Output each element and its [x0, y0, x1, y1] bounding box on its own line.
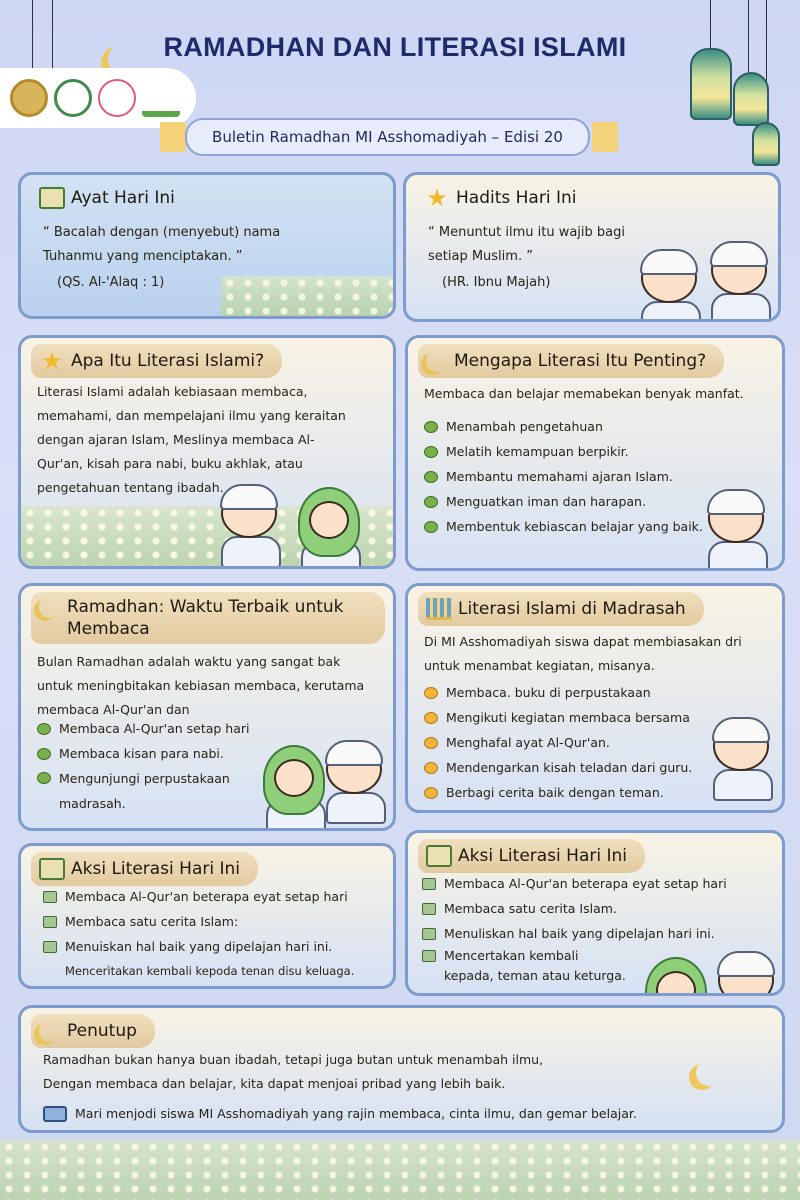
- list-item-text: Melatih kemampuan berpikir.: [446, 444, 629, 459]
- card-header: [31, 852, 258, 886]
- list-item: [422, 871, 774, 896]
- list-item-text: Mencertakan kembali kepada, teman atau keturga.: [444, 948, 626, 983]
- list-item-text: Membaca satu cerita Islam:: [65, 914, 239, 929]
- checkbox-icon: [422, 950, 436, 962]
- card-literasi-madrasah: [405, 583, 785, 813]
- list-item: [424, 680, 768, 705]
- logo-ministry: [54, 79, 92, 117]
- checkbox-icon: [422, 928, 436, 940]
- list-item-text: Mengikuti kegiatan membaca bersama: [446, 710, 690, 725]
- star-icon: ★: [41, 347, 63, 375]
- list-item-text: Mendengarkan kisah teladan dari guru.: [446, 760, 693, 775]
- flowers-decoration: [221, 276, 393, 316]
- card-title: Apa Itu Literasi Islami?: [71, 351, 265, 371]
- list-item-text: Membaca Al-Qur'an beterapa eyat setap hari: [65, 889, 348, 904]
- penutup-line-2: Dengan membaca dan belajar, kita dapat menjoai pribad yang lebih baik.: [43, 1076, 506, 1091]
- card-title: Literasi Islami di Madrasah: [458, 599, 686, 619]
- card-title: Hadits Hari Ini: [456, 188, 577, 208]
- boy-illustration: [641, 253, 701, 322]
- boy-illustration: [221, 488, 281, 568]
- list-item-text: Berbagi cerita baik dengan teman.: [446, 785, 664, 800]
- list-item-text: Membaca Al-Qur'an setap hari: [59, 721, 250, 736]
- checkbox-icon: [43, 916, 57, 928]
- star-icon: ★: [426, 184, 448, 212]
- hadits-quote: “ Menuntut ilmu itu wajib bagi setiap Muslim. ”: [428, 225, 625, 264]
- ayat-source: (QS. Al-'Alaq : 1): [57, 275, 165, 290]
- list-item-text: Membaca Al-Qur'an beterapa eyat setap hari: [444, 876, 727, 891]
- checkbox-icon: [422, 878, 436, 890]
- card-title: Penutup: [67, 1021, 137, 1041]
- lantern-string: [748, 0, 749, 72]
- card-header: [31, 592, 385, 644]
- check-icon: [424, 446, 438, 458]
- list-item: [37, 766, 253, 816]
- check-icon: [37, 748, 51, 760]
- bookshelf-icon: [426, 598, 452, 620]
- school-logos: [0, 68, 196, 128]
- open-book-icon: [39, 187, 65, 209]
- ramadhan-list: [37, 716, 253, 816]
- list-item-text: Membaca satu cerita Islam.: [444, 901, 617, 916]
- card-apa-itu-literasi: [18, 335, 396, 569]
- aksi-left-extra: Mencerìtakan kembali kepoda tenan disu keluaga.: [65, 964, 355, 978]
- subtitle-banner: Buletin Ramadhan MI Asshomadiyah – Edisi 20: [185, 118, 590, 156]
- card-header: [418, 592, 704, 626]
- check-icon: [37, 772, 51, 784]
- list-item-text: Membaca. buku di perpustakaan: [446, 685, 651, 700]
- lantern-icon: [752, 122, 780, 166]
- list-item-text: Mengunjungi perpustakaan madrasah.: [59, 771, 230, 811]
- checkbox-icon: [43, 891, 57, 903]
- list-item-text: Menghafal ayat Al-Qur'an.: [446, 735, 610, 750]
- girl-illustration: [301, 493, 361, 569]
- list-item-text: Membantu memahami ajaran Islam.: [446, 469, 673, 484]
- card-aksi-literasi-left: [18, 843, 396, 989]
- list-item: [43, 909, 379, 934]
- open-book-icon: [39, 858, 65, 880]
- card-aksi-literasi-right: [405, 830, 785, 996]
- girl-illustration: [266, 751, 326, 831]
- card-header: [31, 181, 193, 215]
- penutup-closing: [43, 1102, 768, 1126]
- card-title: Ayat Hari Ini: [71, 188, 175, 208]
- logo-emblem: [10, 79, 48, 117]
- list-item: [37, 716, 253, 741]
- book-box-icon: [43, 1106, 67, 1122]
- card-title: Aksi Literasi Hari Ini: [71, 859, 240, 879]
- star-bullet-icon: [424, 737, 438, 749]
- crescent-icon: [39, 596, 61, 618]
- card-header: [31, 1014, 155, 1048]
- logo-mosque: [142, 79, 180, 117]
- ramadhan-intro: Bulan Ramadhan adalah waktu yang sangat bak untuk meningbitakan kebiasan membaca, kerutama membaca Al-Qur'an dan: [37, 654, 365, 717]
- lantern-icon: [733, 72, 769, 126]
- check-icon: [424, 521, 438, 533]
- ribbon-left: [160, 122, 186, 152]
- check-icon: [424, 421, 438, 433]
- list-item: [422, 921, 774, 946]
- check-icon: [424, 471, 438, 483]
- crescent-icon: [39, 1020, 61, 1042]
- card-title: Mengapa Literasi Itu Penting?: [454, 351, 707, 371]
- card-header: [416, 181, 594, 215]
- list-item: [43, 884, 379, 909]
- open-book-icon: [426, 845, 452, 867]
- star-bullet-icon: [424, 712, 438, 724]
- apa-text: Literasi Islami adalah kebiasaan membaca, memahami, dan mempelajani ilmu yang keraitan dengan ajaran Islam, Meslinya membaca Al-Qur'an, kisah para nabi, buku akhlak, atau pengetahuan tentang ibadah.: [37, 384, 346, 495]
- boy-illustration: [718, 955, 778, 996]
- boy-illustration: [711, 245, 771, 322]
- card-hadits: [403, 172, 781, 322]
- aksi-left-list: [43, 884, 379, 983]
- boy-illustration: [326, 744, 386, 824]
- card-title: Aksi Literasi Hari Ini: [458, 846, 627, 866]
- list-item: [424, 439, 768, 464]
- list-item: [424, 414, 768, 439]
- list-item-text: Membaca kisan para nabi.: [59, 746, 224, 761]
- checkbox-icon: [422, 903, 436, 915]
- mengapa-intro: Membaca dan belajar memabekan benyak manfat.: [424, 386, 744, 401]
- card-ayat: [18, 172, 396, 319]
- page-title: RAMADHAN DAN LITERASI ISLAMI: [163, 32, 627, 62]
- madrasah-intro: Di MI Asshomadiyah siswa dapat membiasakan dri untuk menambat kegiatan, misanya.: [424, 634, 742, 673]
- list-item-text: Menuiskan hal baik yang dipelajan hari ini.: [65, 939, 333, 954]
- card-title: Ramadhan: Waktu Terbaik untuk Membaca: [67, 597, 344, 639]
- star-bullet-icon: [424, 687, 438, 699]
- boy-reading-illustration: [708, 493, 768, 571]
- list-item: [37, 741, 253, 766]
- star-bullet-icon: [424, 762, 438, 774]
- card-header: [418, 344, 724, 378]
- check-icon: [37, 723, 51, 735]
- ayat-quote: “ Bacalah dengan (menyebut) nama Tuhanmu yang menciptakan. ”: [43, 225, 281, 264]
- list-item: [422, 946, 632, 986]
- hadits-source: (HR. Ibnu Majah): [442, 275, 551, 290]
- closing-text: Mari menjodi siswa MI Asshomadiyah yang rajin membaca, cinta ilmu, dan gemar belajar.: [75, 1106, 637, 1121]
- list-item: [43, 934, 379, 959]
- ribbon-right: [592, 122, 618, 152]
- lantern-icon: [690, 48, 732, 120]
- card-header: [31, 344, 282, 378]
- list-item-text: Menguatkan iman dan harapan.: [446, 494, 646, 509]
- list-item: [424, 464, 768, 489]
- list-item: [422, 896, 774, 921]
- list-item-text: Membentuk kebiascan belajar yang baik.: [446, 519, 703, 534]
- card-header: [418, 839, 645, 873]
- flowers-border: [0, 1140, 800, 1200]
- penutup-line-1: Ramadhan bukan hanya buan ibadah, tetapi juga butan untuk menambah ilmu,: [43, 1052, 544, 1067]
- list-item-text: Menuliskan hal baik yang dipelajan hari ini.: [444, 926, 715, 941]
- list-item-text: Menambah pengetahuan: [446, 419, 603, 434]
- card-ramadhan-membaca: [18, 583, 396, 831]
- card-mengapa-penting: [405, 335, 785, 571]
- check-icon: [424, 496, 438, 508]
- logo-school: [98, 79, 136, 117]
- boy-reading-illustration: [713, 721, 773, 801]
- crescent-moon-icon: [696, 1060, 722, 1086]
- card-penutup: [18, 1005, 785, 1133]
- crescent-icon: [426, 350, 448, 372]
- girl-illustration: [648, 963, 708, 996]
- checkbox-icon: [43, 941, 57, 953]
- star-bullet-icon: [424, 787, 438, 799]
- lantern-string: [710, 0, 711, 50]
